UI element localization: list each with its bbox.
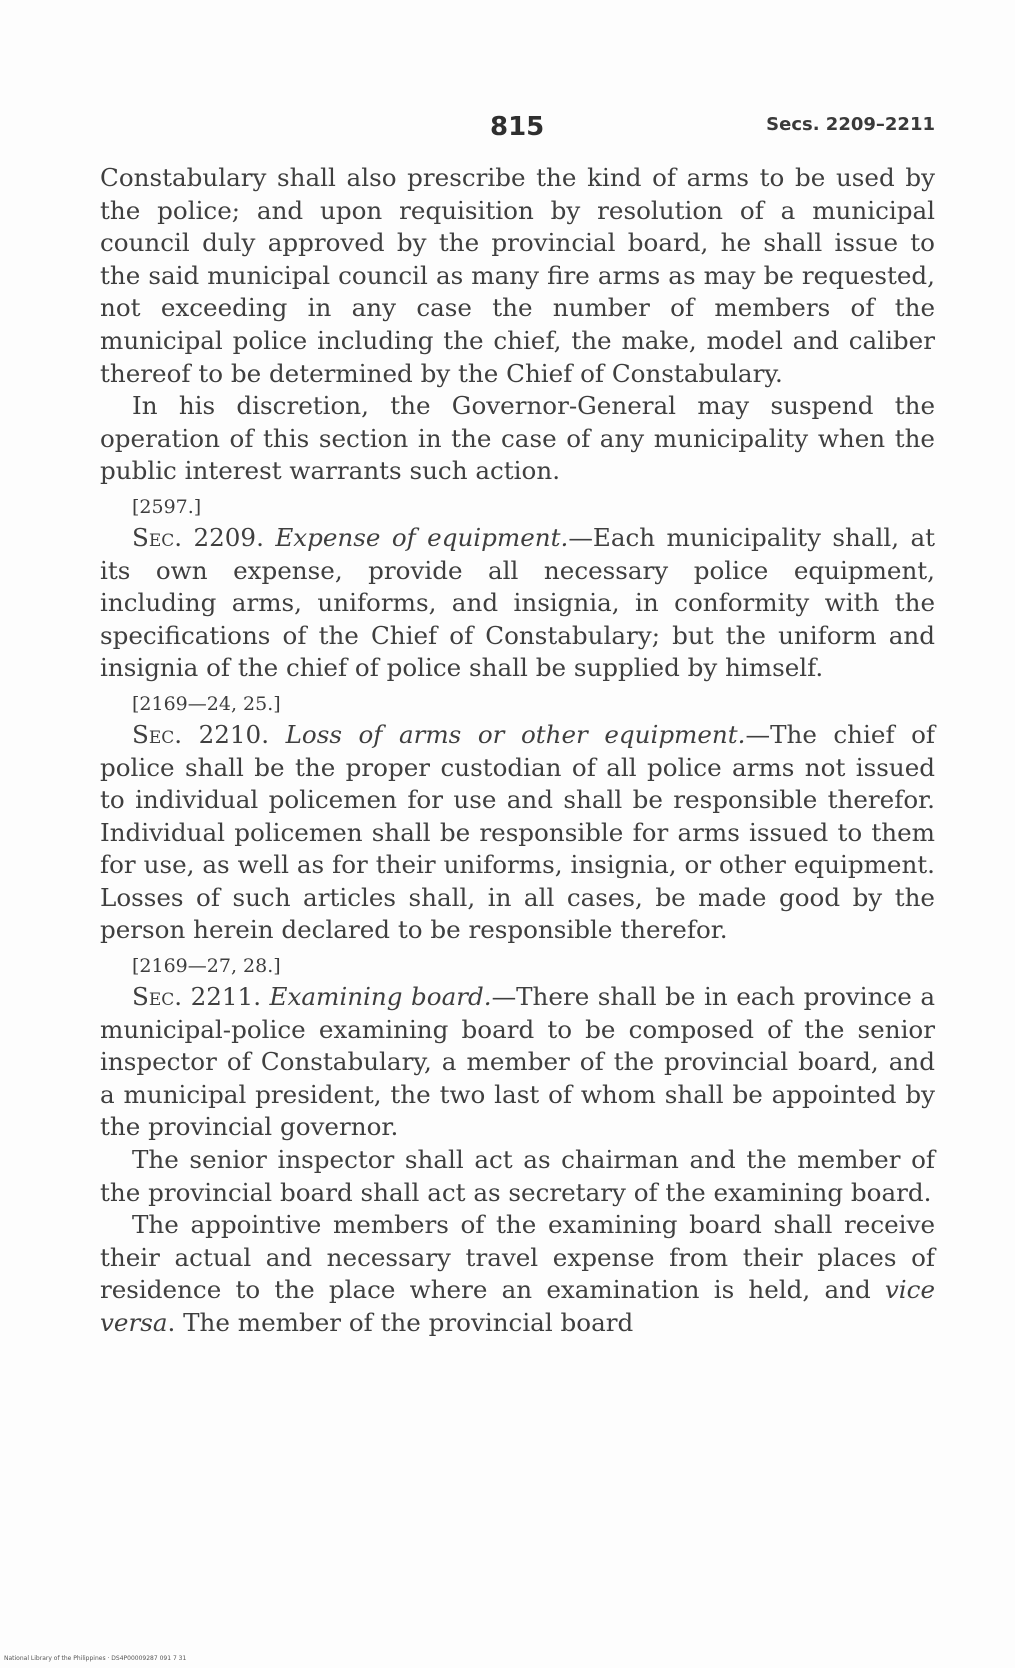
section-2210: [100, 719, 935, 947]
citation-2209: [2169—24, 25.]: [132, 692, 281, 715]
paragraph-text-start: The appointive members of the examining board shall receive their actual and necessary travel expense from their places of residence to the place where an examination is held, and: [100, 1210, 935, 1305]
latin-phrase: vice versa: [100, 1275, 935, 1337]
section-text: —Each municipality shall, at its own expense, provide all necessary police equipment, including arms, uniforms, and insignia, in conformity with the specifications of the Chief of Constabulary; but the uniform and insignia of the chief of police shall be supplied by himself.: [100, 522, 935, 683]
paragraph-travel-expense: [100, 1209, 935, 1339]
section-2211: [100, 981, 935, 1144]
section-text: —The chief of police shall be the proper custodian of all police arms not issued to individual policemen for use and shall be responsible therefor. Individual policemen shall be responsible for arms issued to them for use, as well as for their uniforms, insignia, or other equipment. Losses of such articles shall, in all cases, be made good by the person herein declared to be responsible therefor.: [100, 719, 935, 945]
page-number: 815: [490, 112, 545, 142]
page-body: [100, 162, 935, 1340]
running-head: Secs. 2209–2211: [766, 114, 935, 135]
page-sheet: [100, 100, 935, 1580]
citation-2210: [2169—27, 28.]: [132, 955, 281, 978]
scan-footer: National Library of the Philippines · DS4P00009287 091 7 31: [4, 1655, 187, 1662]
paragraph-discretion: In his discretion, the Governor-General may suspend the operation of this section in the case of any municipality when the public interest warrants such action.: [100, 391, 935, 486]
section-title: Expense of equipment.: [275, 522, 569, 552]
section-2209: [100, 522, 935, 685]
section-number: Sec. 2209.: [132, 522, 264, 552]
paragraph-continuation: Constabulary shall also prescribe the kind of arms to be used by the police; and upon requisition by resolution of a municipal council duly approved by the provincial board, he shall issue to the said municipal council as many fire arms as may be requested, not exceeding in any case the number of members of the municipal police including the chief, the make, model and caliber thereof to be determined by the Chief of Constabulary.: [100, 163, 935, 388]
paragraph-text-end: . The member of the provincial board: [167, 1308, 634, 1337]
section-number: Sec. 2211.: [132, 982, 262, 1012]
paragraph-chairman: The senior inspector shall act as chairman and the member of the provincial board shall act as secretary of the examining board.: [100, 1145, 935, 1207]
section-title: Examining board.: [269, 982, 492, 1012]
section-text: —There shall be in each province a municipal-police examining board to be composed of the senior inspector of Constabulary, a member of the provincial board, and a municipal president, the two last of whom shall be appointed by the provincial governor.: [100, 982, 935, 1142]
section-number: Sec. 2210.: [132, 719, 270, 749]
citation-2597: [2597.]: [132, 495, 202, 518]
section-title: Loss of arms or other equipment.: [285, 719, 746, 749]
page-header: [100, 100, 935, 148]
